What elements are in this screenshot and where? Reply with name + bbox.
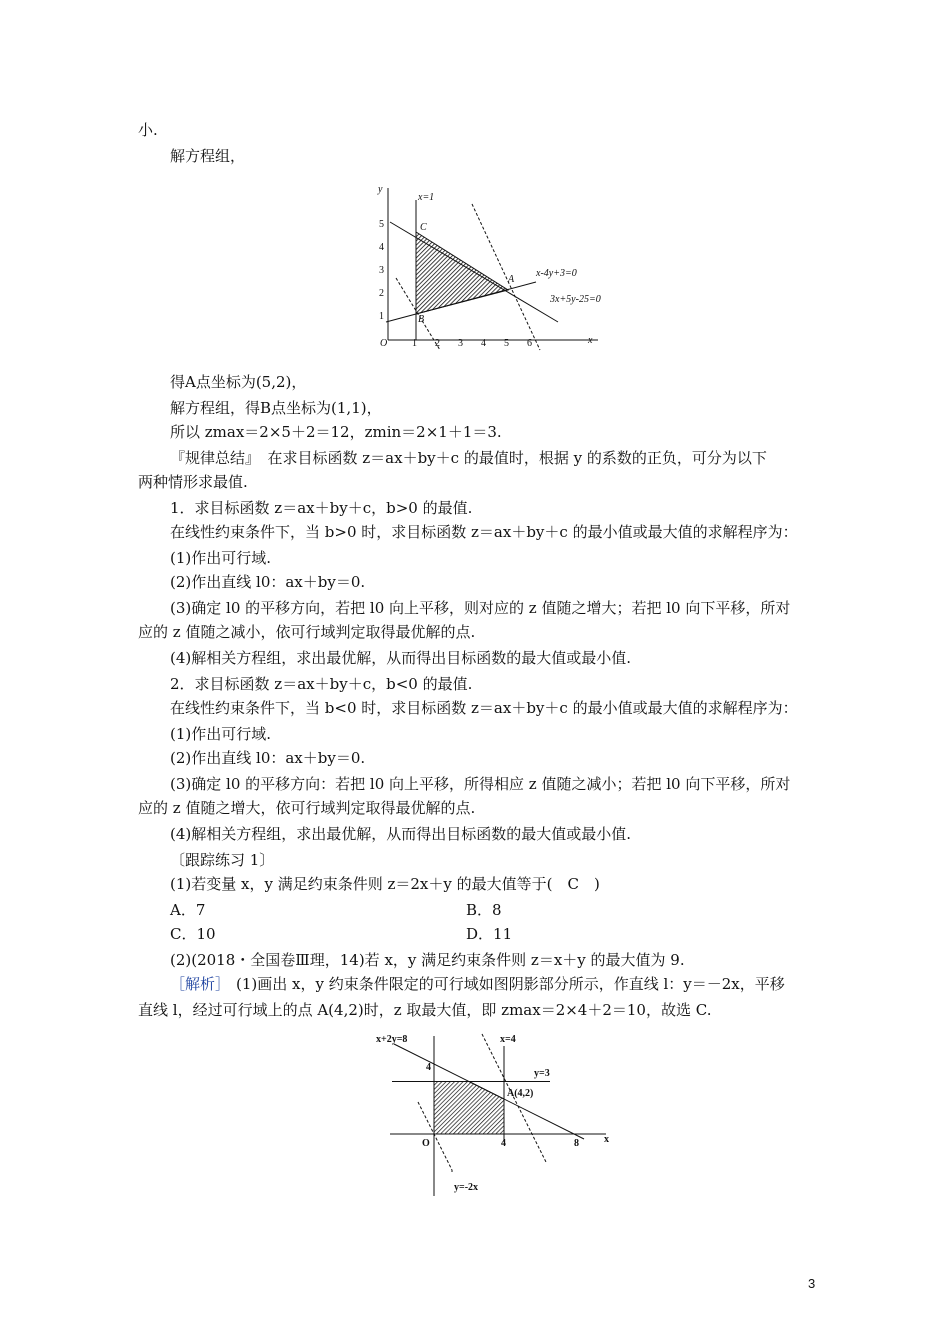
feasible-region-figure-1	[362, 180, 612, 352]
text-line-24: (2)(2018・全国卷Ⅲ理，14)若 x，y 满足约束条件则 z＝x＋y 的最大值为 9.	[170, 951, 685, 969]
text-line-10: (1)作出可行域.	[170, 549, 272, 567]
shaded-region	[434, 1082, 504, 1135]
point-c-label: C	[420, 222, 427, 233]
origin-label: O	[422, 1138, 430, 1149]
text-line-1: 小.	[138, 121, 158, 139]
origin-label: O	[380, 338, 388, 349]
tick-x-4: 4	[501, 1138, 506, 1149]
text-line-13: 应的 z 值随之减小，依可行域判定取得最优解的点.	[138, 623, 476, 641]
y-tick-label: 2	[379, 288, 384, 299]
x-tick-label: 2	[435, 338, 440, 349]
text-line-11: (2)作出直线 l0：ax＋by＝0.	[170, 573, 366, 591]
text-line-17: (1)作出可行域.	[170, 725, 272, 743]
line1-label: x-4y+3=0	[536, 268, 577, 279]
text-line-16: 在线性约束条件下，当 b<0 时，求目标函数 z＝ax＋by＋c 的最小值或最大值的求解程序为：	[170, 699, 798, 717]
line-x2y8-label: x+2y=8	[376, 1034, 408, 1045]
line-x4-label: x=4	[500, 1034, 516, 1045]
text-line-5: 所以 zmax＝2×5＋2＝12，zmin＝2×1＋1＝3.	[170, 423, 502, 441]
text-line-8: 1．求目标函数 z＝ax＋by＋c，b>0 的最值.	[170, 499, 473, 517]
point-a-label: A(4,2)	[507, 1088, 534, 1099]
text-line-15: 2．求目标函数 z＝ax＋by＋c，b<0 的最值.	[170, 675, 473, 693]
point-a-label: A	[508, 274, 515, 285]
x-tick-label: 6	[527, 338, 532, 349]
option-b: B．8	[466, 901, 502, 919]
y-tick-label: 1	[379, 311, 384, 322]
text-line-23: (1)若变量 x，y 满足约束条件则 z＝2x＋y 的最大值等于( C )	[170, 875, 600, 893]
line-x1-label: x=1	[418, 192, 435, 203]
text-line-9: 在线性约束条件下，当 b>0 时，求目标函数 z＝ax＋by＋c 的最小值或最大值的求解程序为：	[170, 523, 798, 541]
x-tick-label: 5	[504, 338, 509, 349]
text-line-26: 直线 l，经过可行域上的点 A(4,2)时，z 取最大值，即 zmax＝2×4＋2＝10，故选 C.	[138, 1001, 712, 1019]
point-b-label: B	[418, 314, 425, 325]
text-line-14: (4)解相关方程组，求出最优解，从而得出目标函数的最大值或最小值.	[170, 649, 632, 667]
text-line-21: (4)解相关方程组，求出最优解，从而得出目标函数的最大值或最小值.	[170, 825, 632, 843]
text-line-18: (2)作出直线 l0：ax＋by＝0.	[170, 749, 366, 767]
axis-y-label: y	[378, 184, 383, 195]
text-line-22: 〔跟踪练习 1〕	[170, 851, 275, 869]
page-number: 3	[808, 1276, 816, 1291]
text-line-19: (3)确定 l0 的平移方向：若把 l0 向上平移，所得相应 z 值随之减小；若把 l0 向下平移，所对	[170, 775, 791, 793]
option-a: A．7	[170, 901, 206, 919]
axis-x-label: x	[604, 1134, 609, 1145]
y-tick-label: 4	[379, 242, 384, 253]
tick-x-8: 8	[574, 1138, 579, 1149]
text-line-7: 两种情形求最值.	[138, 473, 248, 491]
text-line-12: (3)确定 l0 的平移方向，若把 l0 向上平移，则对应的 z 值随之增大；若把 l0 向下平移，所对	[170, 599, 791, 617]
line-y-neg2x-label: y=-2x	[454, 1182, 479, 1193]
text-line-20: 应的 z 值随之增大，依可行域判定取得最优解的点.	[138, 799, 476, 817]
y-tick-label: 3	[379, 265, 384, 276]
x-tick-label: 4	[481, 338, 486, 349]
feasible-region-figure-2	[370, 1030, 620, 1200]
text-line-6: 『规律总结』 在求目标函数 z＝ax＋by＋c 的最值时，根据 y 的系数的正负，可分为以下	[170, 449, 767, 467]
tick-y-4: 4	[426, 1062, 431, 1073]
text-line-3: 得A点坐标为(5,2)，	[170, 373, 307, 391]
option-c: C．10	[170, 925, 216, 943]
text-line-4: 解方程组，得B点坐标为(1,1)，	[170, 399, 382, 417]
axis-x-label: x	[588, 335, 593, 346]
text-line-25: (1)画出 x，y 约束条件限定的可行域如图阴影部分所示，作直线 l：y＝－2x，平移	[236, 975, 785, 993]
x-tick-label: 1	[412, 338, 417, 349]
line-y3-label: y=3	[534, 1068, 550, 1079]
x-tick-label: 3	[458, 338, 463, 349]
text-line-2: 解方程组，	[170, 147, 246, 165]
option-d: D．11	[466, 925, 513, 943]
line2-label: 3x+5y-25=0	[550, 294, 601, 305]
y-tick-label: 5	[379, 219, 384, 230]
analysis-tag: ［解析］	[170, 975, 231, 993]
